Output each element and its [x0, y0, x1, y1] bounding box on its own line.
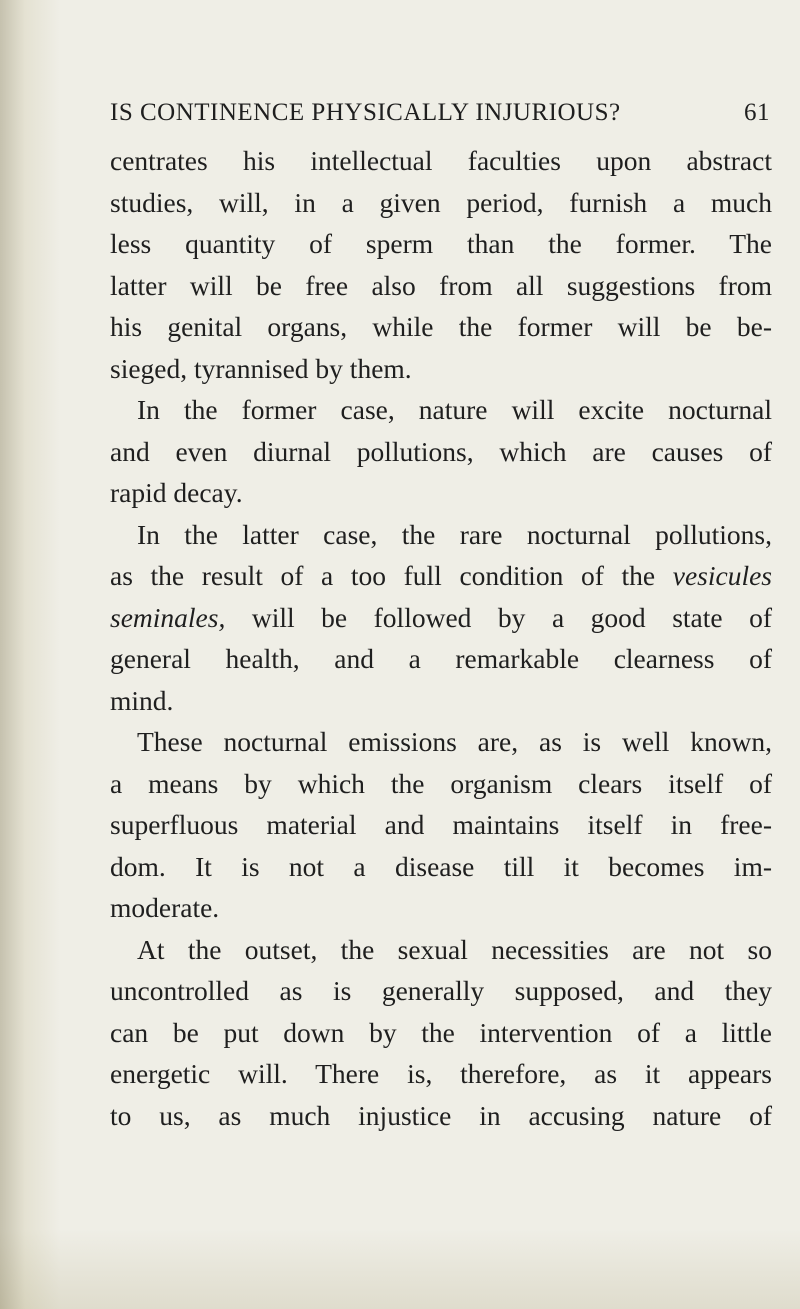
- text-line: a means by which the organism clears itself of: [110, 767, 772, 799]
- text-line: to us, as much injustice in accusing nature of: [110, 1099, 772, 1131]
- text-line: dom. It is not a disease till it becomes im-: [110, 850, 772, 882]
- text-line: At the outset, the sexual necessities are not so: [137, 933, 772, 965]
- text-line: moderate.: [110, 892, 220, 923]
- text-line: centrates his intellectual faculties upon abstract: [110, 145, 772, 176]
- text-line: superfluous material and maintains itself in free-: [110, 809, 772, 840]
- text-segment: as the result of a too full condition of the: [110, 560, 656, 591]
- text-line: In the former case, nature will excite nocturnal: [137, 394, 772, 425]
- text-segment: will be followed by a good state of: [251, 601, 773, 633]
- body-text: [110, 140, 772, 1136]
- text-line: uncontrolled as is generally supposed, and they: [110, 975, 772, 1006]
- text-line: his genital organs, while the former will be be-: [110, 311, 772, 342]
- text-line: [110, 597, 772, 639]
- text-line: and even diurnal pollutions, which are causes of: [110, 435, 772, 467]
- italic-term: seminales,: [110, 601, 226, 633]
- italic-term: vesicules: [672, 560, 772, 591]
- text-line: can be put down by the intervention of a little: [110, 1016, 772, 1048]
- text-line: rapid decay.: [110, 477, 243, 508]
- text-line: latter will be free also from all suggestions from: [110, 269, 772, 301]
- text-line: These nocturnal emissions are, as is well known,: [137, 726, 772, 757]
- text-line: In the latter case, the rare nocturnal pollutions,: [137, 518, 772, 550]
- text-line: general health, and a remarkable clearness of: [110, 643, 772, 674]
- text-line: [110, 555, 772, 597]
- text-line: energetic will. There is, therefore, as it appears: [110, 1058, 772, 1089]
- text-line: sieged, tyrannised by them.: [110, 352, 412, 384]
- text-line: studies, will, in a given period, furnish a much: [110, 186, 772, 218]
- page-header: [110, 99, 770, 127]
- text-line: mind.: [110, 684, 174, 716]
- running-title: IS CONTINENCE PHYSICALLY INJURIOUS?: [110, 99, 621, 126]
- page-number: 61: [744, 99, 770, 126]
- text-line: less quantity of sperm than the former. The: [110, 228, 772, 259]
